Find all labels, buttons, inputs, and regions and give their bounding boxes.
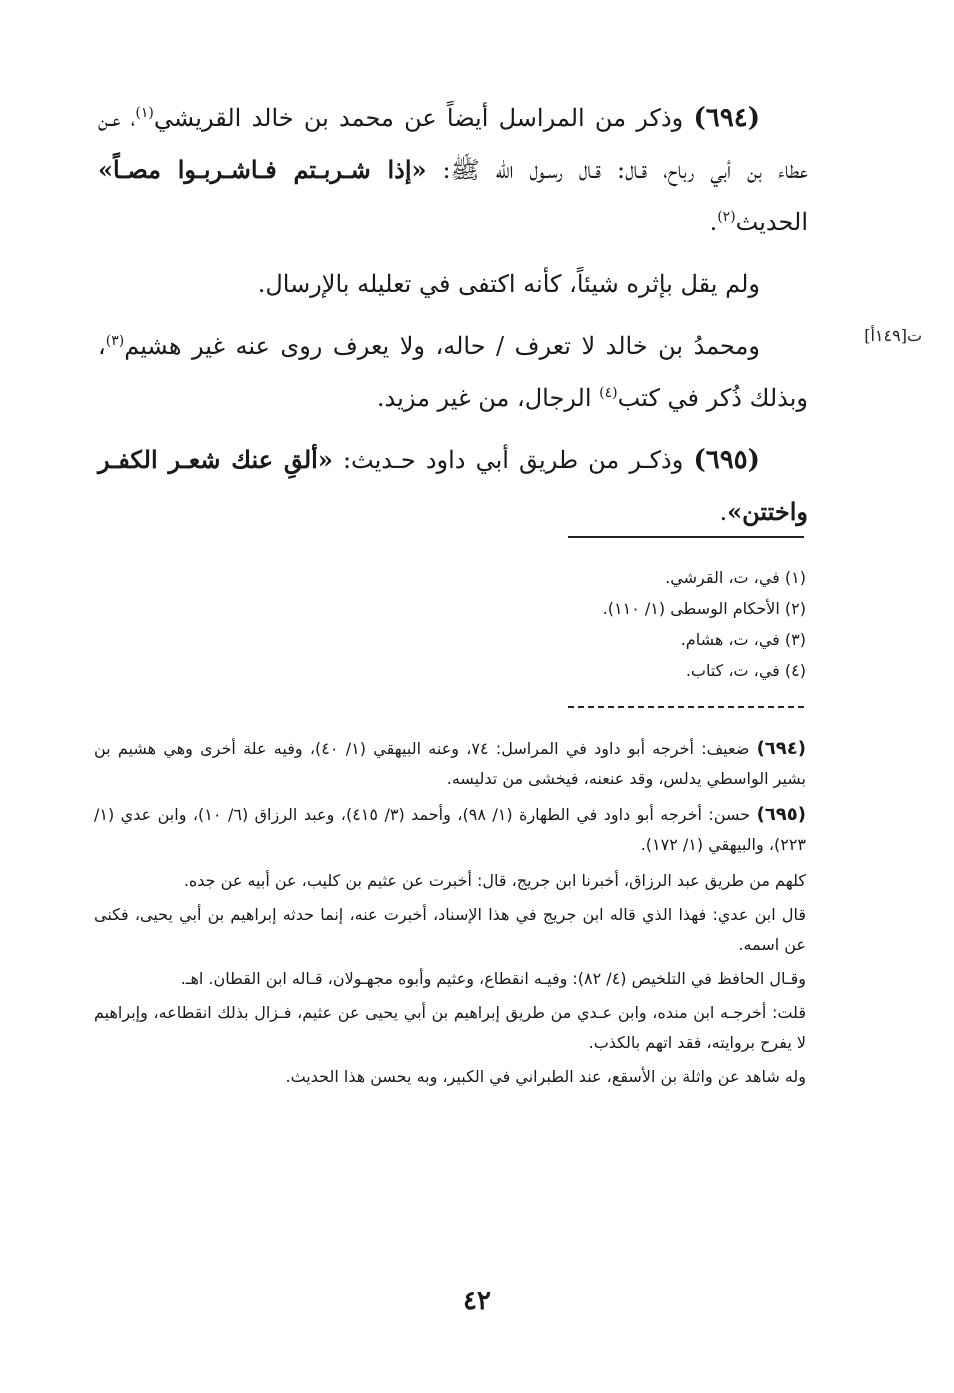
- footnote-ref-1[interactable]: (١): [135, 105, 154, 121]
- tahqiq-number-694: (٦٩٤): [756, 738, 806, 759]
- tahqiq-text-694: ضعيف: أخرجه أبو داود في المراسل: ٧٤، وعنه البيهقي (١/ ٤٠)، وفيه علة أخرى وهي هشيم بن بشير الواسطي يدلس، وقد عنعنه، فيخشى من تدليسه.: [94, 739, 806, 788]
- entry-694-text: وذكر من المراسل أيضاً عن محمد بن خالد القريشي: [153, 104, 684, 132]
- paragraph-muhammad-text: ومحمدُ بن خالد لا تعرف / حاله، ولا يعرف روى عنه غير هشيم: [124, 332, 760, 360]
- footnote-3: (٣) في، ت، هشام.: [680, 630, 806, 649]
- tahqiq-paragraph: قلت: أخرجـه ابن منده، وابن عـدي من طريق إبراهيم بن أبي يحيى عن عثيم، فـزال بذلك انقطاعه، وإبراهيم لا يفرح بروايته، فقد اتهم بالكذب.: [94, 1003, 806, 1052]
- page-number: ٤٢: [463, 1286, 491, 1316]
- tahqiq-notes: [94, 734, 806, 1092]
- footnote-divider: [568, 536, 804, 538]
- entry-number-694: (٦٩٤): [693, 103, 761, 133]
- tahqiq-entry-694: [94, 734, 806, 794]
- entry-695-text: وذكـر من طريق أبي داود حـديث:: [342, 446, 684, 474]
- tahqiq-divider: [568, 706, 804, 708]
- entry-694-hadith-tail: الحديث: [735, 208, 808, 236]
- main-text: [98, 92, 808, 538]
- tahqiq-paragraph: وقـال الحافظ في التلخيص (٤/ ٨٢): وفيـه انقطاع، وعثيم وأبوه مجهـولان، قـاله ابن القطان. اهـ.: [180, 969, 806, 988]
- tahqiq-text-695: حسن: أخرجه أبو داود في الطهارة (١/ ٩٨)، وأحمد (٣/ ٤١٥)، وعبد الرزاق (٦/ ١٠)، وابن عدي (١/ ٢٢٣)، والبيهقي (١/ ١٧٢).: [94, 805, 806, 854]
- tahqiq-entry-695: [94, 800, 806, 860]
- tahqiq-paragraph: قال ابن عدي: فهذا الذي قاله ابن جريج في هذا الإسناد، أخبرت عنه، إنما حدثه إبراهيم بن أبي يحيى، فكنى عن اسمه.: [94, 905, 806, 954]
- paragraph-irsal: ولم يقل بإثره شيئاً، كأنه اكتفى في تعليله بالإرسال.: [257, 270, 760, 298]
- footnote-1: (١) في، ت، القرشي.: [665, 568, 806, 587]
- tahqiq-number-695: (٦٩٥): [756, 804, 807, 825]
- manuscript-folio-marker: [١٤٩أ]ت: [864, 326, 922, 345]
- paragraph-muhammad: [98, 320, 808, 424]
- entry-694: [98, 92, 808, 248]
- hadith-text-695: «ألقِ عنك شعـر الكفـر واختتن»: [98, 445, 808, 526]
- footnote-ref-4[interactable]: (٤): [599, 385, 618, 401]
- paragraph-muhammad-end: الرجال، من غير مزيد.: [376, 384, 592, 412]
- footnote-4: (٤) في، ت، كتاب.: [685, 661, 806, 680]
- footnotes: [286, 562, 806, 686]
- paragraph-muhammad-text-cont: ، وبذلك ذُكر في كتب: [98, 332, 808, 412]
- entry-695-end: .: [719, 498, 728, 526]
- entry-694-end: .: [709, 208, 718, 236]
- entry-695: [98, 434, 808, 538]
- footnote-2: (٢) الأحكام الوسطى (١/ ١١٠).: [602, 599, 806, 618]
- tahqiq-paragraph: وله شاهد عن واثلة بن الأسقع، عند الطبراني في الكبير، وبه يحسن هذا الحديث.: [285, 1067, 806, 1086]
- tahqiq-paragraph: كلهم من طريق عبد الرزاق، أخبرنا ابن جريج، قال: أخبرت عن عثيم بن كليب، عن أبيه عن جده.: [183, 871, 806, 890]
- entry-number-695: (٦٩٥): [693, 445, 760, 475]
- hadith-text-694: «إذا شـربـتم فـاشـربـوا مصـاً»: [98, 155, 427, 184]
- footnote-ref-3[interactable]: (٣): [105, 333, 125, 349]
- footnote-ref-2[interactable]: (٢): [717, 209, 736, 225]
- entry-694-text-cont: ، عـن عطاء بن أبي رباح، قـال: قـال رسـول الله ﷺ:: [98, 104, 808, 184]
